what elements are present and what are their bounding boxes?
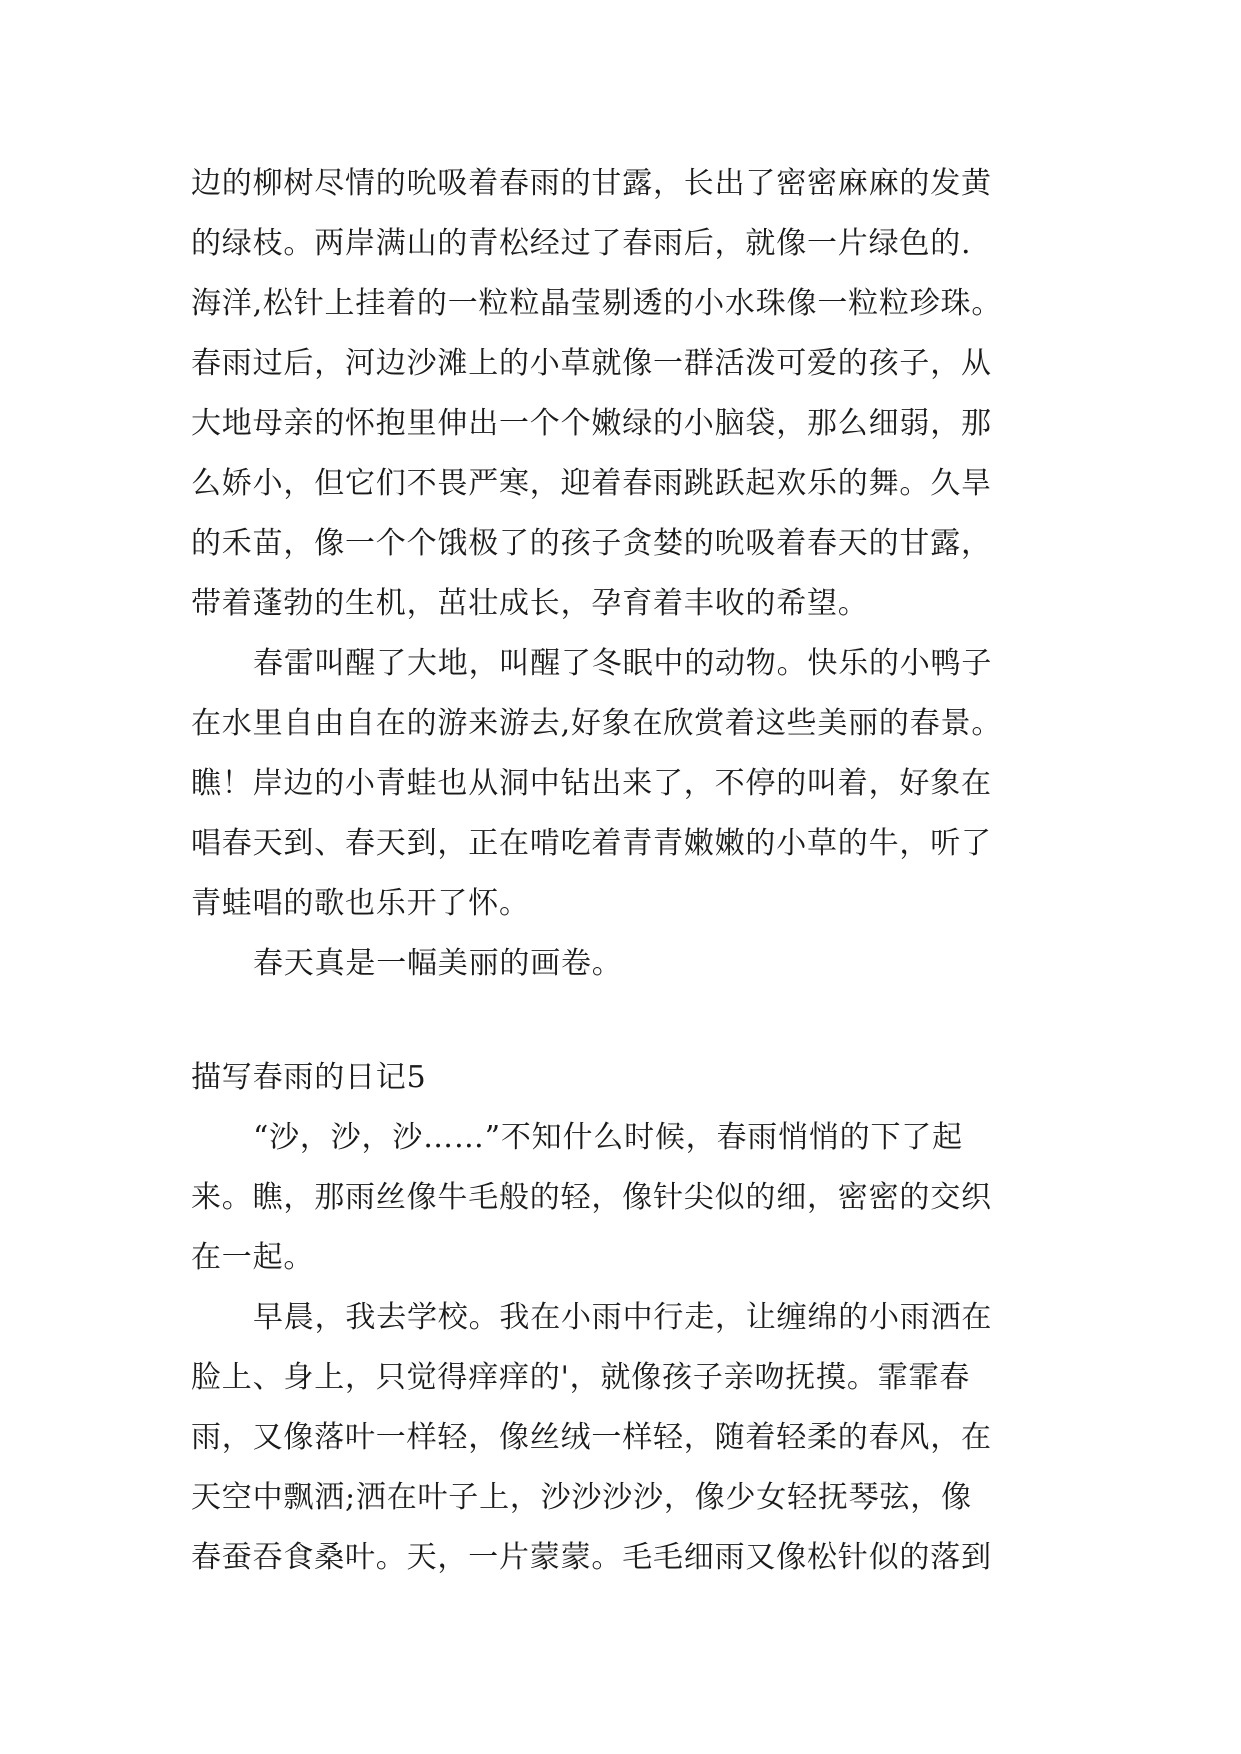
text-line: 唱春天到、春天到，正在啃吃着青青嫩嫩的小草的牛，听了 (191, 826, 992, 861)
text-line: 天空中飘洒;洒在叶子上，沙沙沙沙，像少女轻抚琴弦，像 (191, 1480, 972, 1515)
text-line: 来。瞧，那雨丝像牛毛般的轻，像针尖似的细，密密的交织 (191, 1180, 992, 1215)
text-line: 春雨过后，河边沙滩上的小草就像一群活泼可爱的孩子，从 (191, 346, 992, 381)
text-line: 边的柳树尽情的吮吸着春雨的甘露，长出了密密麻麻的发黄 (191, 166, 992, 201)
text-line: 雨，又像落叶一样轻，像丝绒一样轻，随着轻柔的春风，在 (191, 1420, 992, 1455)
paragraph-first-line: 春雷叫醒了大地，叫醒了冬眠中的动物。快乐的小鸭子 (253, 646, 993, 681)
text-line: 脸上、身上，只觉得痒痒的'，就像孩子亲吻抚摸。霏霏春 (191, 1360, 971, 1395)
text-line: 青蛙唱的歌也乐开了怀。 (191, 886, 530, 921)
text-line: 在一起。 (191, 1240, 315, 1275)
text-line: 海洋,松针上挂着的一粒粒晶莹剔透的小水珠像一粒粒珍珠。 (191, 286, 1003, 321)
text-line: 春蚕吞食桑叶。天，一片蒙蒙。毛毛细雨又像松针似的落到 (191, 1540, 992, 1575)
text-line: 大地母亲的怀抱里伸出一个个嫩绿的小脑袋，那么细弱，那 (191, 406, 992, 441)
paragraph-first-line: 春天真是一幅美丽的画卷。 (253, 946, 623, 981)
section-title: 描写春雨的日记5 (191, 1060, 427, 1095)
text-line: 在水里自由自在的游来游去,好象在欣赏着这些美丽的春景。 (191, 706, 1003, 741)
text-line: 带着蓬勃的生机，茁壮成长，孕育着丰收的希望。 (191, 586, 869, 621)
text-line: 的绿枝。两岸满山的青松经过了春雨后，就像一片绿色的. (191, 226, 972, 261)
paragraph-first-line: 早晨，我去学校。我在小雨中行走，让缠绵的小雨洒在 (253, 1300, 993, 1335)
text-line: 的禾苗，像一个个饿极了的孩子贪婪的吮吸着春天的甘露， (191, 526, 992, 561)
text-line: 瞧！岸边的小青蛙也从洞中钻出来了，不停的叫着，好象在 (191, 766, 992, 801)
paragraph-first-line: “沙，沙，沙……”不知什么时候，春雨悄悄的下了起 (253, 1120, 963, 1155)
text-line: 么娇小，但它们不畏严寒，迎着春雨跳跃起欢乐的舞。久旱 (191, 466, 992, 501)
